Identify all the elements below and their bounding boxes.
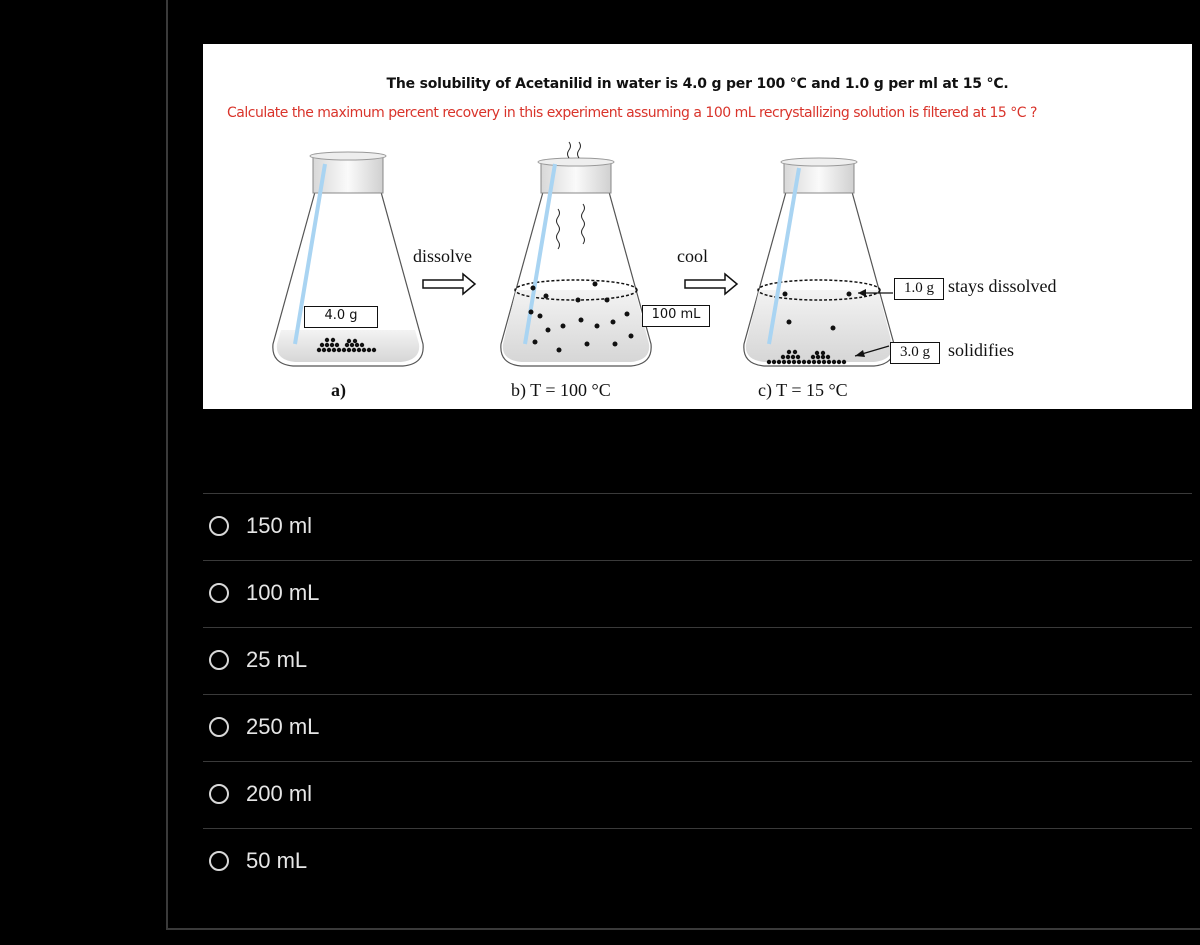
divider — [203, 694, 1192, 695]
radio-button-icon[interactable] — [209, 851, 229, 871]
flask-b — [501, 142, 651, 366]
dissolved-mass-box: 1.0 g — [894, 278, 944, 300]
volume-label-b: 100 mL — [642, 305, 710, 327]
divider — [203, 627, 1192, 628]
flask-a — [273, 152, 423, 366]
answer-option-label: 25 mL — [246, 647, 308, 672]
answer-option-3[interactable] — [209, 645, 307, 675]
answer-option-label: 150 ml — [246, 513, 313, 538]
label-cool: cool — [677, 246, 708, 266]
caption-c: c) T = 15 °C — [758, 380, 848, 400]
flask-c — [744, 158, 894, 366]
answer-option-2[interactable] — [209, 578, 319, 608]
caption-a: a) — [331, 380, 346, 400]
arrow-cool-icon — [685, 274, 737, 294]
divider — [203, 560, 1192, 561]
radio-button-icon[interactable] — [209, 717, 229, 737]
divider — [203, 761, 1192, 762]
answer-option-label: 250 mL — [246, 714, 320, 739]
answer-option-1[interactable] — [209, 511, 312, 541]
answer-option-label: 100 mL — [246, 580, 320, 605]
radio-button-icon[interactable] — [209, 583, 229, 603]
answer-option-label: 50 mL — [246, 848, 308, 873]
mass-label-a: 4.0 g — [304, 306, 378, 328]
question-prompt: Calculate the maximum percent recovery in this experiment assuming a 100 mL recrystallizing solution is filtered at 15 °C ? — [227, 105, 1037, 121]
question-figure — [203, 44, 1192, 409]
question-statement: The solubility of Acetanilid in water is 4.0 g per 100 °C and 1.0 g per ml at 15 °C. — [386, 76, 1009, 92]
radio-button-icon[interactable] — [209, 784, 229, 804]
solid-label: solidifies — [948, 340, 1014, 360]
recrystallization-diagram — [203, 44, 1192, 409]
divider — [203, 828, 1192, 829]
label-dissolve: dissolve — [413, 246, 473, 266]
radio-button-icon[interactable] — [209, 516, 229, 536]
arrow-dissolve-icon — [423, 274, 475, 294]
divider — [203, 493, 1192, 494]
dissolved-label: stays dissolved — [948, 276, 1057, 296]
answer-option-6[interactable] — [209, 846, 307, 876]
caption-b: b) T = 100 °C — [511, 380, 611, 400]
solid-mass-box: 3.0 g — [890, 342, 940, 364]
radio-button-icon[interactable] — [209, 650, 229, 670]
answer-option-5[interactable] — [209, 779, 312, 809]
answer-option-label: 200 ml — [246, 781, 313, 806]
answer-option-4[interactable] — [209, 712, 319, 742]
